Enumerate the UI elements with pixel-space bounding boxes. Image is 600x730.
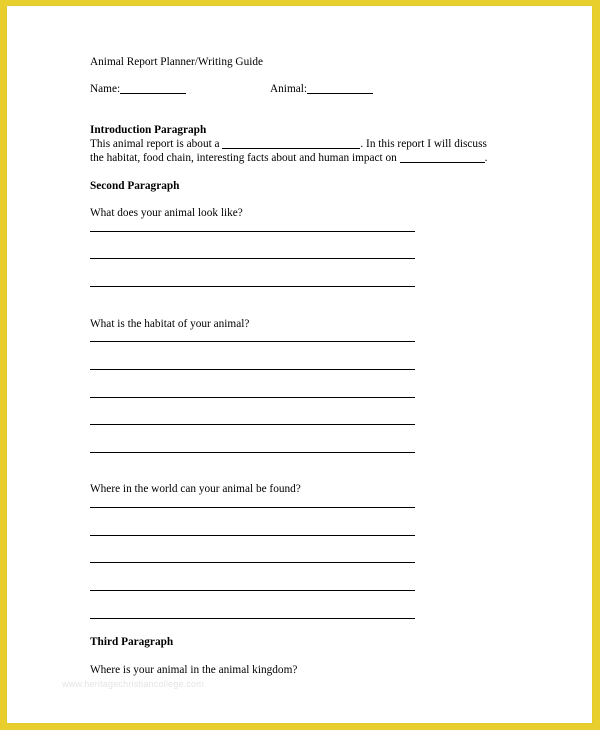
intro-line-2	[90, 151, 487, 165]
animal-field	[270, 82, 373, 96]
document-title: Animal Report Planner/Writing Guide	[90, 56, 264, 68]
answer-line[interactable]	[90, 286, 415, 287]
question-habitat: What is the habitat of your animal?	[90, 318, 250, 330]
intro-text-b: . In this report I will discuss	[360, 138, 487, 150]
answer-line[interactable]	[90, 507, 415, 508]
answer-line[interactable]	[90, 590, 415, 591]
animal-label: Animal:	[270, 83, 308, 95]
answer-line[interactable]	[90, 535, 415, 536]
intro-text-a: This animal report is about a	[90, 138, 220, 150]
name-field	[90, 82, 186, 96]
watermark-text: www.heritagechristiancollege.com	[62, 679, 204, 689]
question-kingdom: Where is your animal in the animal kingdom?	[90, 664, 298, 676]
answer-line[interactable]	[90, 452, 415, 453]
answer-line[interactable]	[90, 618, 415, 619]
answer-line[interactable]	[90, 258, 415, 259]
intro-impact-blank[interactable]	[400, 151, 485, 163]
intro-heading: Introduction Paragraph	[90, 124, 207, 136]
name-blank[interactable]	[120, 82, 186, 94]
question-appearance: What does your animal look like?	[90, 207, 243, 219]
third-heading: Third Paragraph	[90, 636, 174, 648]
answer-line[interactable]	[90, 369, 415, 370]
intro-line-1	[90, 137, 487, 151]
name-label: Name:	[90, 83, 121, 95]
intro-text-d: .	[484, 152, 488, 164]
answer-line[interactable]	[90, 424, 415, 425]
question-location: Where in the world can your animal be found?	[90, 483, 301, 495]
intro-animal-blank[interactable]	[222, 137, 360, 149]
answer-line[interactable]	[90, 231, 415, 232]
answer-line[interactable]	[90, 397, 415, 398]
document-page	[7, 6, 592, 723]
intro-text-c: the habitat, food chain, interesting facts about and human impact on	[90, 152, 397, 164]
answer-line[interactable]	[90, 562, 415, 563]
animal-blank[interactable]	[307, 82, 373, 94]
answer-line[interactable]	[90, 341, 415, 342]
second-heading: Second Paragraph	[90, 180, 180, 192]
